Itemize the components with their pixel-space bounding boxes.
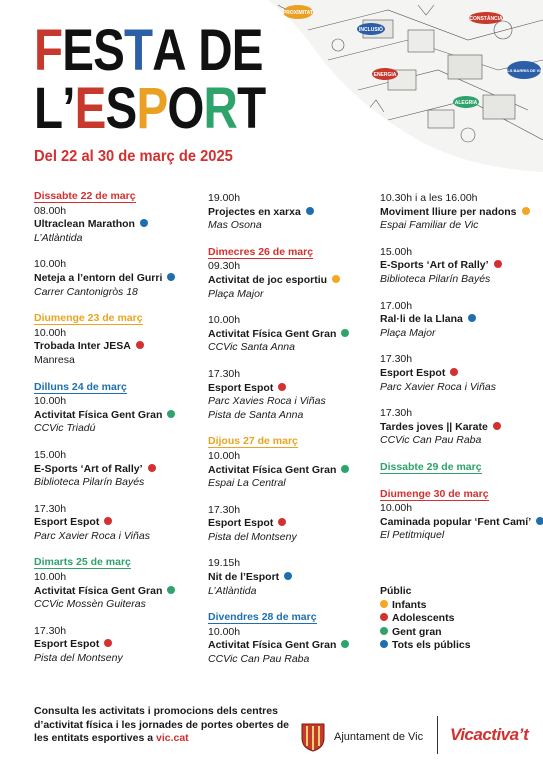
audience-dot-icon xyxy=(468,314,476,322)
audience-dot-icon xyxy=(522,207,530,215)
illus-label-barris: ELS BARRIS DE VIC xyxy=(504,68,543,73)
event-name-text: Activitat Física Gent Gran xyxy=(34,408,163,421)
event-place: Pista del Montseny xyxy=(34,652,123,665)
event-place-2: Pista de Santa Anna xyxy=(208,408,304,421)
illus-label-alegria: ALEGRIA xyxy=(454,100,478,106)
event-place: CCVic Can Pau Raba xyxy=(380,434,482,447)
event-name xyxy=(208,328,376,342)
event-place: Biblioteca Pilarín Bayés xyxy=(380,272,491,285)
day-heading xyxy=(34,381,127,395)
event-place: Espai Familiar de Vic xyxy=(380,219,479,232)
event-item xyxy=(380,246,542,287)
day-block xyxy=(34,381,202,544)
event-item xyxy=(34,571,202,612)
title-letter: E xyxy=(62,18,94,83)
legend-label: Gent gran xyxy=(392,625,442,638)
day-heading-text: Dissabte 29 de març xyxy=(380,460,482,473)
event-name-text: Esport Espot xyxy=(34,638,100,651)
day-heading-text: Diumenge 30 de març xyxy=(380,487,489,500)
day-block xyxy=(34,312,202,367)
event-item xyxy=(380,192,542,233)
event-item xyxy=(34,449,202,490)
event-time: 17.30h xyxy=(208,503,241,516)
event-time: 10.00h xyxy=(380,502,413,515)
audience-dot-icon xyxy=(278,518,286,526)
legend-dot-icon xyxy=(380,613,388,621)
footer-text: Consulta les activitats i promocions dels centres d’activitat física i les jornades de portes obertes de les entitats esportives a xyxy=(34,705,290,744)
event-place: Biblioteca Pilarín Bayés xyxy=(34,476,145,489)
event-name-text: Activitat Física Gent Gran xyxy=(208,463,337,476)
event-time: 17.00h xyxy=(380,299,413,312)
day-heading xyxy=(34,312,143,326)
event-place: Parc Xavies Roca i Viñas xyxy=(208,395,326,408)
audience-dot-icon xyxy=(136,341,144,349)
day-block xyxy=(380,192,542,448)
city-illustration xyxy=(268,0,543,172)
event-item xyxy=(208,504,376,545)
event-name xyxy=(208,571,376,585)
event-item xyxy=(380,353,542,394)
event-item xyxy=(34,503,202,544)
event-place: Parc Xavier Roca i Viñas xyxy=(34,529,150,542)
event-name-text: Activitat Física Gent Gran xyxy=(208,639,337,652)
audience-dot-icon xyxy=(341,640,349,648)
day-heading-text: Dimarts 25 de març xyxy=(34,556,131,569)
legend-item xyxy=(380,599,471,613)
event-time: 09.30h xyxy=(208,260,241,273)
vicactiva-logo: Vicactiva’t xyxy=(450,725,529,744)
event-name xyxy=(208,274,376,288)
event-time: 10.30h i a les 16.00h xyxy=(380,192,478,204)
event-place: Plaça Major xyxy=(380,326,436,339)
day-block xyxy=(208,192,376,233)
event-place: L’Atlàntida xyxy=(208,584,257,597)
footer-link[interactable]: vic.cat xyxy=(155,732,189,744)
event-name-text: Trobada Inter JESA xyxy=(34,340,131,353)
event-name xyxy=(208,382,376,396)
event-name xyxy=(34,638,202,652)
audience-dot-icon xyxy=(104,517,112,525)
title-letter: E xyxy=(74,76,106,141)
event-time: 10.00h xyxy=(34,258,67,271)
event-name xyxy=(34,585,202,599)
event-time: 10.00h xyxy=(34,571,67,584)
audience-dot-icon xyxy=(341,329,349,337)
audience-dot-icon xyxy=(140,219,148,227)
event-name-text: Esport Espot xyxy=(208,381,274,394)
title-letter: P xyxy=(136,76,168,141)
event-name-text: Moviment lliure per nadons xyxy=(380,205,517,218)
event-time: 15.00h xyxy=(34,448,67,461)
event-place: Espai La Central xyxy=(208,477,286,490)
audience-dot-icon xyxy=(450,368,458,376)
day-heading xyxy=(380,461,482,475)
event-time: 10.00h xyxy=(208,314,241,327)
event-name xyxy=(208,639,376,653)
event-time: 17.30h xyxy=(34,502,67,515)
day-heading-text: Divendres 28 de març xyxy=(208,611,317,624)
audience-dot-icon xyxy=(278,383,286,391)
legend-title: Públic xyxy=(380,585,412,597)
day-block xyxy=(208,611,376,666)
event-name xyxy=(380,313,542,327)
event-name xyxy=(380,367,542,381)
event-place: L’Atlàntida xyxy=(34,231,83,244)
day-block xyxy=(208,246,376,423)
audience-legend xyxy=(380,585,471,653)
event-name xyxy=(34,463,202,477)
day-heading-text: Dimecres 26 de març xyxy=(208,245,314,258)
event-time: 10.00h xyxy=(34,395,67,408)
audience-dot-icon xyxy=(167,273,175,281)
legend-item xyxy=(380,639,471,653)
event-name xyxy=(380,259,542,273)
event-name xyxy=(34,218,202,232)
logo-divider xyxy=(437,716,438,754)
event-time: 08.00h xyxy=(34,204,67,217)
event-time: 10.00h xyxy=(34,326,67,339)
title-letter: O xyxy=(167,76,204,141)
event-name-text: Neteja a l’entorn del Gurri xyxy=(34,271,163,284)
event-item xyxy=(208,314,376,355)
event-place: Carrer Cantonigròs 18 xyxy=(34,285,138,298)
event-name-text: E-Sports ‘Art of Rally’ xyxy=(380,259,489,272)
event-place: CCVic Mossèn Guiteras xyxy=(34,598,146,611)
event-place: CCVic Triadú xyxy=(34,422,96,435)
legend-label: Adolescents xyxy=(392,612,455,625)
illus-label-energia: ENERGIA xyxy=(373,72,397,78)
legend-dot-icon xyxy=(380,640,388,648)
event-name xyxy=(34,272,202,286)
event-time: 17.30h xyxy=(380,407,413,420)
event-place: El Petitmiquel xyxy=(380,529,445,542)
footer-note xyxy=(34,705,304,746)
audience-dot-icon xyxy=(341,465,349,473)
ajuntament-logo xyxy=(300,720,423,754)
event-place: CCVic Can Pau Raba xyxy=(208,653,310,666)
day-heading xyxy=(208,246,313,260)
title-letter: A xyxy=(152,18,186,83)
title-line-2 xyxy=(34,76,266,141)
event-place: Pista del Montseny xyxy=(208,530,297,543)
audience-dot-icon xyxy=(494,260,502,268)
legend-dot-icon xyxy=(380,600,388,608)
event-name-text: Projectes en xarxa xyxy=(208,205,301,218)
event-name-text: Ultraclean Marathon xyxy=(34,218,135,231)
event-name xyxy=(380,516,542,530)
schedule-column-1 xyxy=(34,190,202,679)
event-name-text: Esport Espot xyxy=(208,517,274,530)
event-item xyxy=(208,368,376,422)
day-heading xyxy=(34,556,131,570)
legend-item xyxy=(380,626,471,640)
schedule-column-2 xyxy=(208,192,376,680)
event-time: 17.30h xyxy=(208,367,241,380)
day-block xyxy=(380,488,542,543)
audience-dot-icon xyxy=(148,464,156,472)
event-name-text: Activitat Física Gent Gran xyxy=(208,327,337,340)
title-letter: ’ xyxy=(62,76,75,141)
event-name-text: Caminada popular ‘Fent Camí’ xyxy=(380,515,532,528)
event-item xyxy=(34,327,202,368)
event-item xyxy=(208,557,376,598)
audience-dot-icon xyxy=(306,207,314,215)
event-time: 15.00h xyxy=(380,245,413,258)
event-place: CCVic Santa Anna xyxy=(208,341,295,354)
event-name xyxy=(208,517,376,531)
event-name xyxy=(34,340,202,354)
event-item xyxy=(208,450,376,491)
event-item xyxy=(380,300,542,341)
audience-dot-icon xyxy=(167,586,175,594)
event-name-text: Tardes joves || Karate xyxy=(380,420,488,433)
event-time: 19.00h xyxy=(208,192,241,204)
illus-label-inclusio: INCLUSIÓ xyxy=(359,27,383,33)
ajuntament-name: Ajuntament de Vic xyxy=(334,731,424,743)
day-heading-text: Dissabte 22 de març xyxy=(34,190,136,202)
day-heading-text: Diumenge 23 de març xyxy=(34,312,143,325)
title-letter: F xyxy=(34,18,63,83)
title-letter: D xyxy=(198,18,232,83)
event-name xyxy=(34,516,202,530)
day-heading xyxy=(34,190,136,204)
event-name xyxy=(380,206,542,220)
event-name xyxy=(208,464,376,478)
event-item xyxy=(208,192,376,233)
event-time: 17.30h xyxy=(34,624,67,637)
event-name-text: Esport Espot xyxy=(34,516,100,529)
event-time: 19.15h xyxy=(208,557,241,570)
title-letter: T xyxy=(124,18,153,83)
event-item xyxy=(380,407,542,448)
legend-label: Infants xyxy=(392,598,427,611)
event-item xyxy=(208,626,376,667)
illus-label-proximitat: PROXIMITAT xyxy=(282,10,314,16)
audience-dot-icon xyxy=(104,639,112,647)
date-subtitle: Del 22 al 30 de març de 2025 xyxy=(34,148,233,165)
title-letter xyxy=(186,22,198,80)
event-place: Parc Xavier Roca i Viñas xyxy=(380,380,496,393)
day-block xyxy=(34,190,202,299)
title-letter: S xyxy=(93,18,125,83)
day-heading xyxy=(380,488,489,502)
legend-item xyxy=(380,612,471,626)
legend-label: Tots els públics xyxy=(392,639,471,652)
event-item xyxy=(208,260,376,301)
event-item xyxy=(34,258,202,299)
day-heading xyxy=(208,611,317,625)
audience-dot-icon xyxy=(332,275,340,283)
event-name-text: E-Sports ‘Art of Rally’ xyxy=(34,462,143,475)
day-block xyxy=(208,435,376,598)
day-block xyxy=(380,461,542,488)
event-item xyxy=(34,395,202,436)
day-block xyxy=(34,556,202,665)
illus-label-constancia: CONSTÀNCIA xyxy=(469,16,503,22)
audience-dot-icon xyxy=(493,422,501,430)
event-name xyxy=(34,409,202,423)
legend-dot-icon xyxy=(380,627,388,635)
event-place: Manresa xyxy=(34,353,75,366)
event-name-text: Activitat Física Gent Gran xyxy=(34,584,163,597)
coat-of-arms-icon xyxy=(300,722,326,752)
event-place: Plaça Major xyxy=(208,287,264,300)
event-item xyxy=(34,625,202,666)
event-item xyxy=(34,205,202,246)
title-letter: R xyxy=(203,76,238,141)
title-line-1 xyxy=(34,18,263,83)
event-name-text: Activitat de joc esportiu xyxy=(208,273,328,286)
event-time: 17.30h xyxy=(380,353,413,366)
audience-dot-icon xyxy=(284,572,292,580)
schedule-column-3 xyxy=(380,192,542,556)
event-time: 10.00h xyxy=(208,449,241,462)
title-letter: T xyxy=(237,76,266,141)
event-place: Mas Osona xyxy=(208,219,262,232)
title-letter: S xyxy=(105,76,137,141)
audience-dot-icon xyxy=(536,517,543,525)
day-heading xyxy=(208,435,298,449)
day-heading-text: Dijous 27 de març xyxy=(208,435,298,448)
event-time: 10.00h xyxy=(208,625,241,638)
audience-dot-icon xyxy=(167,410,175,418)
event-name-text: Ral·li de la Llana xyxy=(380,313,463,326)
event-name-text: Esport Espot xyxy=(380,366,446,379)
title-letter: E xyxy=(231,18,263,83)
event-name-text: Nit de l’Esport xyxy=(208,571,280,584)
event-name xyxy=(208,206,376,220)
title-letter: L xyxy=(34,76,63,141)
event-item xyxy=(380,502,542,543)
event-name xyxy=(380,421,542,435)
day-heading-text: Dilluns 24 de març xyxy=(34,380,127,393)
